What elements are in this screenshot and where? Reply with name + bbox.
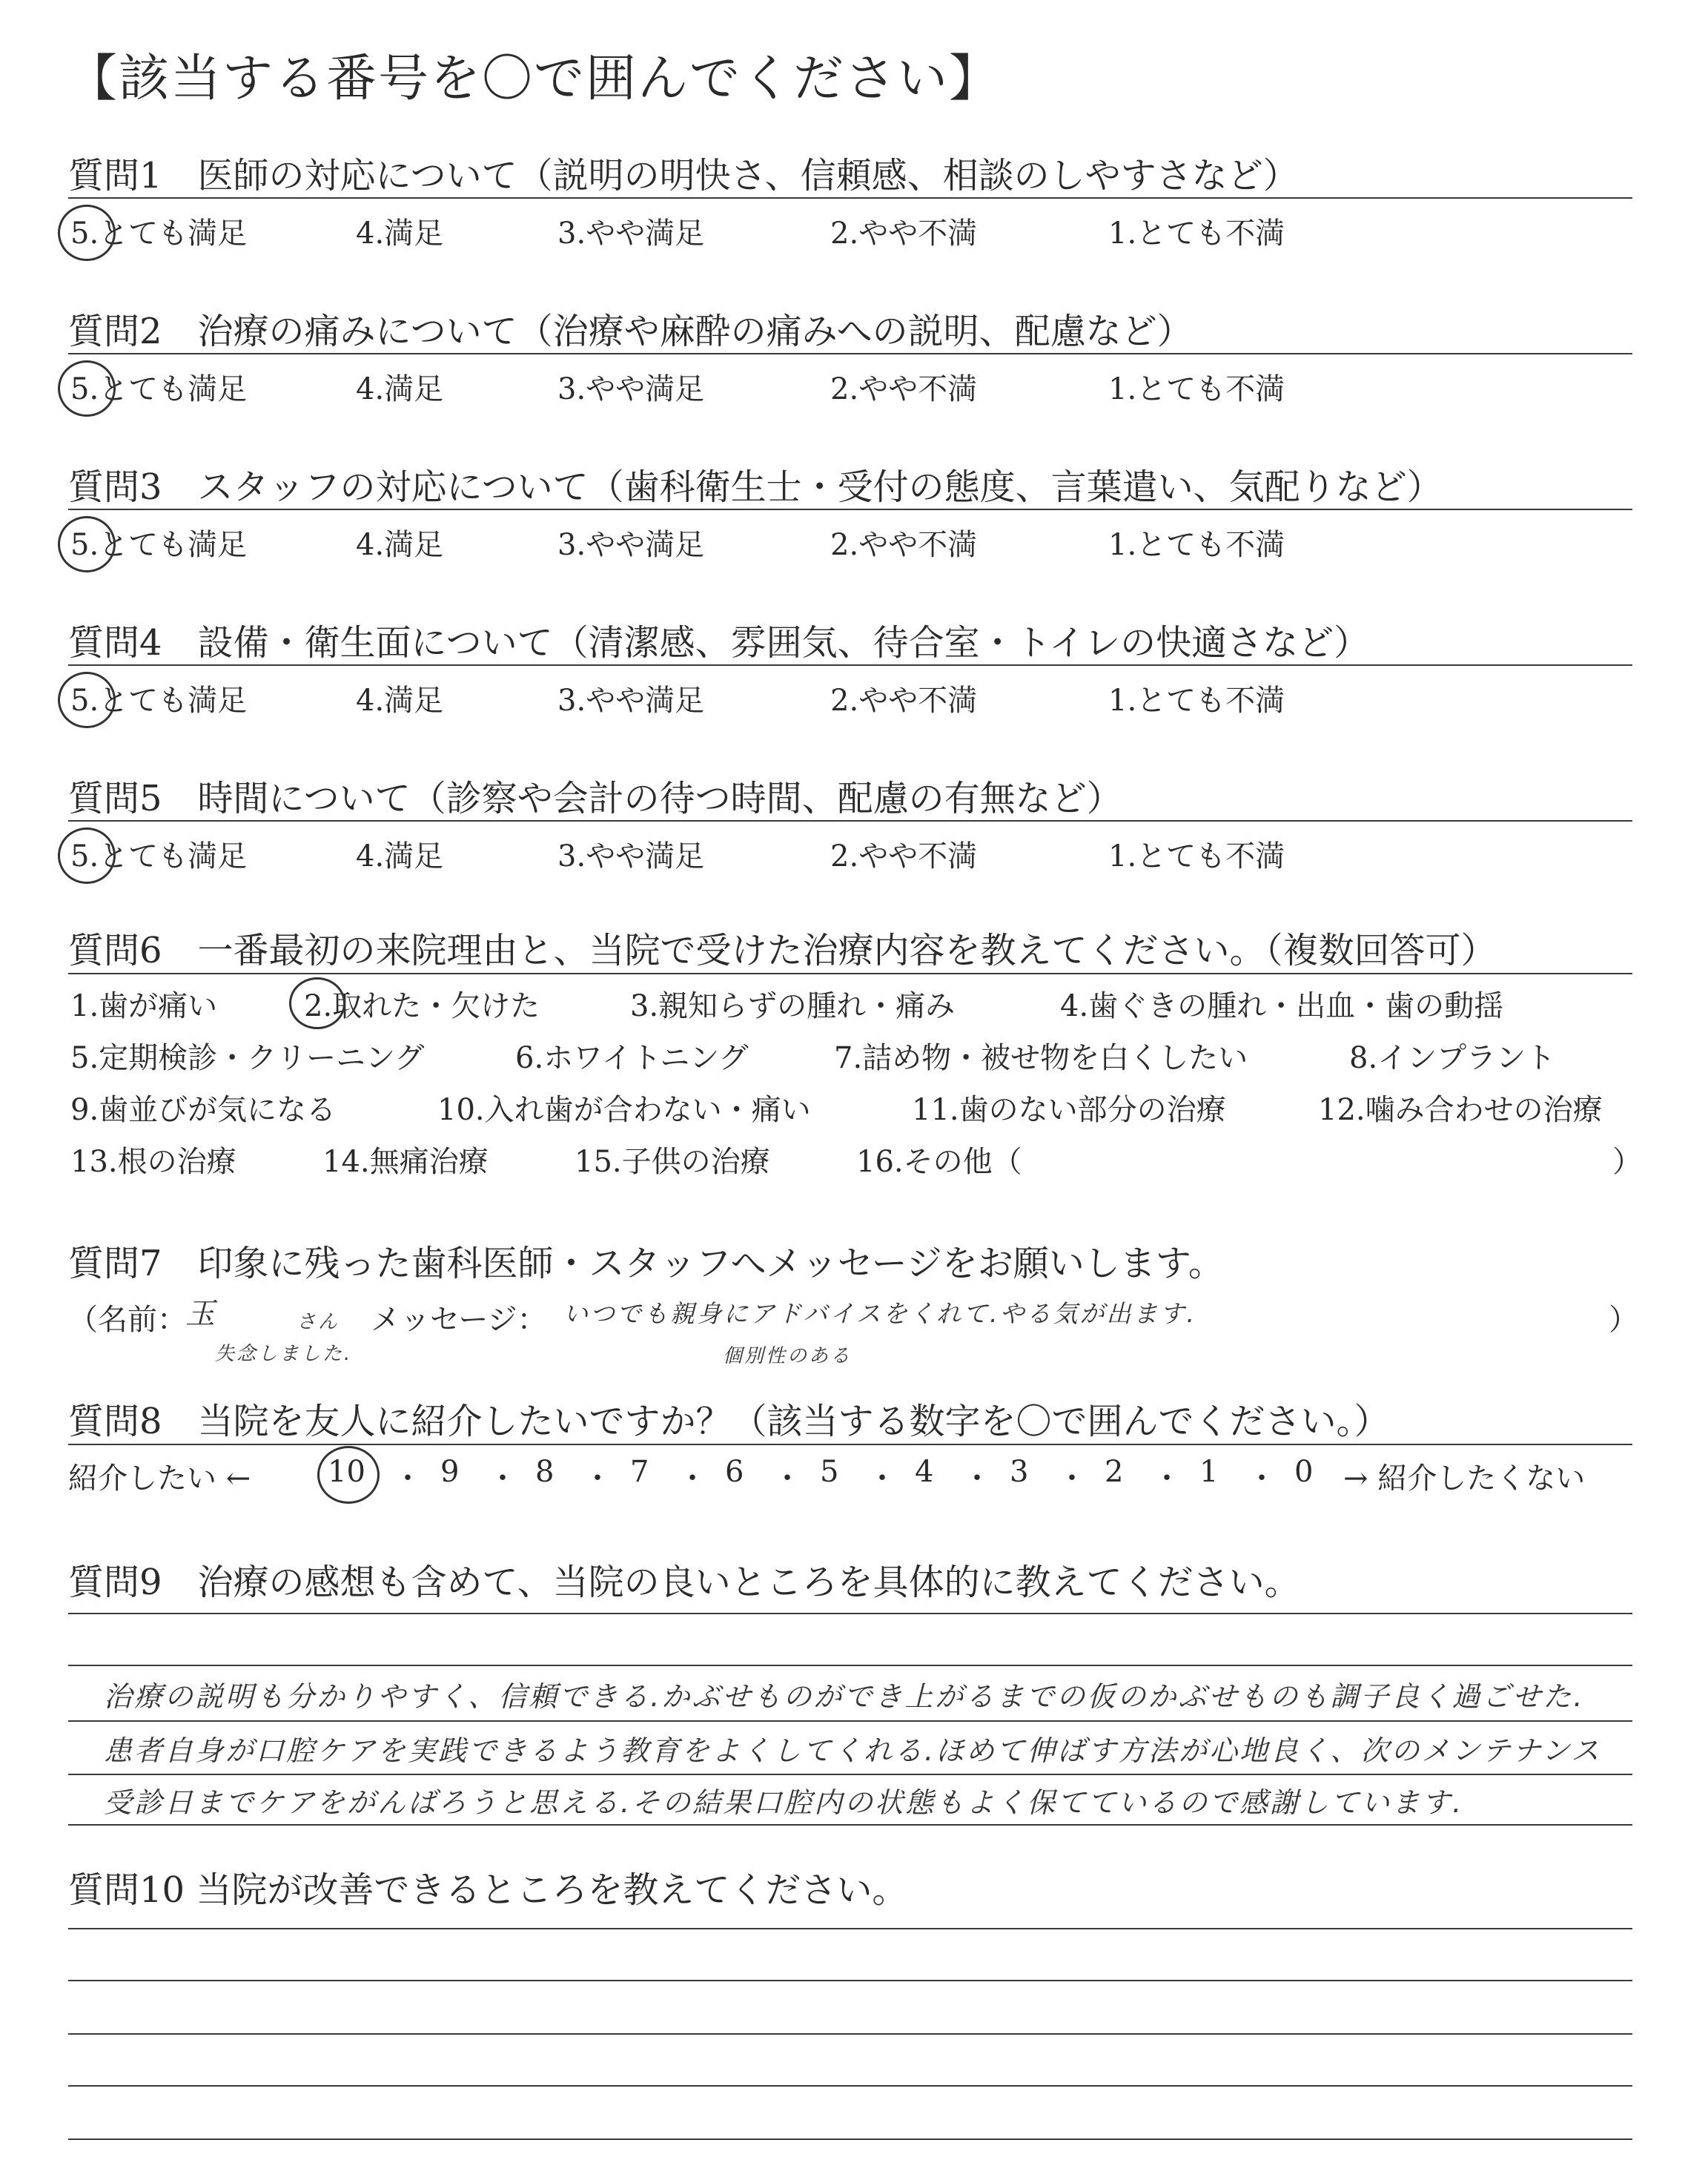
q6-option-8[interactable]: 8.インプラント [1349,1041,1556,1075]
question-3-option-5[interactable]: 5.とても満足 [70,528,248,562]
q6-selection-circle [289,977,345,1029]
q7-san: さん [297,1311,340,1333]
question-5-option-2[interactable]: 2.やや不満 [830,839,978,873]
q8-number-5[interactable]: 5 [820,1455,839,1489]
q9-rule-2 [68,1720,1632,1722]
question-3-option-4[interactable]: 4.満足 [356,528,444,562]
question-2-option-1[interactable]: 1.とても不満 [1108,372,1285,406]
q8-right-label: → 紹介したくない [1343,1462,1586,1496]
q6-option-5[interactable]: 5.定期検診・クリーニング [70,1041,425,1075]
q10-heading: 質問10 当院が改善できるところを教えてください。 [68,1869,908,1911]
q8-number-9[interactable]: 9 [440,1455,460,1489]
q6-rule [68,973,1632,974]
q10-rule-1 [68,1980,1632,1981]
question-4-option-2[interactable]: 2.やや不満 [830,684,978,718]
q8-separator: ・ [678,1462,707,1496]
question-5-option-3[interactable]: 3.やや満足 [557,839,705,873]
q7-heading: 質問7 印象に残った歯科医師・スタッフへメッセージをお願いします。 [68,1243,1224,1284]
q6-option-16[interactable]: 16.その他（ [856,1145,1022,1179]
q9-answer-line-2: 患者自身が口腔ケアを実践できるよう教育をよくしてくれる.ほめて伸ばす方法が心地良く、次のメンテナンス [104,1734,1602,1767]
q8-number-2[interactable]: 2 [1105,1455,1124,1489]
q8-selection-circle [317,1446,380,1504]
q10-rule-0 [68,1928,1632,1929]
q6-option-17[interactable]: ） [1612,1145,1642,1179]
q8-number-6[interactable]: 6 [725,1455,744,1489]
q8-number-8[interactable]: 8 [535,1455,555,1489]
q6-heading: 質問6 一番最初の来院理由と、当院で受けた治療内容を教えてください。（複数回答可） [68,930,1497,971]
q6-option-1[interactable]: 1.歯が痛い [70,989,218,1023]
q8-separator: ・ [1247,1462,1277,1496]
question-5-option-1[interactable]: 1.とても不満 [1108,839,1285,873]
q8-number-4[interactable]: 4 [915,1455,934,1489]
question-5-heading: 質問5 時間について（診察や会計の待つ時間、配慮の有無など） [68,778,1122,819]
q6-option-2[interactable]: 2.取れた・欠けた [304,989,540,1023]
q8-number-0[interactable]: 0 [1294,1455,1314,1489]
question-4-option-1[interactable]: 1.とても不満 [1108,684,1285,718]
q6-option-4[interactable]: 4.歯ぐきの腫れ・出血・歯の動揺 [1060,989,1504,1023]
question-2-option-3[interactable]: 3.やや満足 [557,372,705,406]
question-4-option-3[interactable]: 3.やや満足 [557,684,705,718]
question-4-option-4[interactable]: 4.満足 [356,684,444,718]
q8-separator: ・ [867,1462,897,1496]
q6-option-13[interactable]: 13.根の治療 [70,1145,236,1179]
q8-rule [68,1444,1632,1445]
q7-message-insert: 個別性のある [723,1345,853,1367]
q8-separator: ・ [1152,1462,1182,1496]
question-4-selection-circle [58,672,116,728]
q10-rule-4 [68,2138,1632,2140]
question-4-option-5[interactable]: 5.とても満足 [70,684,248,718]
q8-left-label: 紹介したい ← [68,1462,251,1496]
question-1-rule [68,197,1632,199]
q10-rule-3 [68,2085,1632,2087]
q6-option-6[interactable]: 6.ホワイトニング [515,1041,749,1075]
question-5-rule [68,820,1632,822]
q6-option-15[interactable]: 15.子供の治療 [575,1145,770,1179]
question-1-option-1[interactable]: 1.とても不満 [1108,217,1285,251]
q9-heading: 質問9 治療の感想も含めて、当院の良いところを具体的に教えてください。 [68,1562,1300,1603]
form-title: 【該当する番号を〇で囲んでください】 [67,50,1002,108]
question-1-heading: 質問1 医師の対応について（説明の明快さ、信頼感、相談のしやすさなど） [68,155,1299,196]
q6-option-11[interactable]: 11.歯のない部分の治療 [912,1093,1226,1127]
question-3-option-3[interactable]: 3.やや満足 [557,528,705,562]
q9-rule-1 [68,1665,1632,1666]
q6-option-7[interactable]: 7.詰め物・被せ物を白くしたい [834,1041,1248,1075]
question-1-option-3[interactable]: 3.やや満足 [557,217,705,251]
q6-option-9[interactable]: 9.歯並びが気になる [70,1093,337,1127]
q7-name-note: 失念しました. [215,1343,353,1365]
question-1-selection-circle [58,205,116,261]
question-2-option-2[interactable]: 2.やや不満 [830,372,978,406]
question-3-option-1[interactable]: 1.とても不満 [1108,528,1285,562]
q8-heading: 質問8 当院を友人に紹介したいですか？（該当する数字を〇で囲んでください。） [68,1401,1390,1442]
q8-number-7[interactable]: 7 [630,1455,649,1489]
q9-answer-line-3: 受診日までケアをがんばろうと思える.その結果口腔内の状態もよく保てているので感謝しています. [104,1786,1464,1819]
question-1-option-2[interactable]: 2.やや不満 [830,217,978,251]
q7-message-value: いつでも親身にアドバイスをくれて.やる気が出ます. [563,1299,1196,1328]
q8-separator: ・ [962,1462,992,1496]
q7-close-paren: ） [1609,1303,1638,1337]
q9-rule-0 [68,1613,1632,1614]
q6-option-12[interactable]: 12.噛み合わせの治療 [1318,1093,1603,1127]
question-1-option-4[interactable]: 4.満足 [356,217,444,251]
question-5-selection-circle [58,828,116,884]
q7-message-label: メッセージ： [371,1303,547,1337]
q9-answer-line-1: 治療の説明も分かりやすく、信頼できる.かぶせものができ上がるまでの仮のかぶせものも調子良く過ごせた. [104,1680,1585,1713]
question-3-option-2[interactable]: 2.やや不満 [830,528,978,562]
question-2-option-4[interactable]: 4.満足 [356,372,444,406]
question-2-heading: 質問2 治療の痛みについて（治療や麻酔の痛みへの説明、配慮など） [68,311,1193,352]
q8-separator: ・ [772,1462,802,1496]
q8-separator: ・ [488,1462,517,1496]
question-2-rule [68,353,1632,354]
q7-name-label: （名前： [68,1303,187,1337]
question-3-rule [68,509,1632,510]
question-4-heading: 質問4 設備・衛生面について（清潔感、雰囲気、待合室・トイレの快適さなど） [68,622,1370,664]
q6-option-10[interactable]: 10.入れ歯が合わない・痛い [437,1093,811,1127]
question-2-selection-circle [58,360,116,417]
q10-rule-2 [68,2033,1632,2035]
q8-separator: ・ [1057,1462,1087,1496]
question-1-option-5[interactable]: 5.とても満足 [70,217,248,251]
question-5-option-5[interactable]: 5.とても満足 [70,839,248,873]
question-3-selection-circle [58,516,116,572]
q8-number-1[interactable]: 1 [1199,1455,1219,1489]
question-4-rule [68,664,1632,666]
q9-rule-3 [68,1774,1632,1775]
q9-rule-4 [68,1824,1632,1826]
q8-number-10[interactable]: 10 [328,1455,365,1489]
q6-option-14[interactable]: 14.無痛治療 [322,1145,489,1179]
q7-name-value: 玉 [185,1297,217,1331]
question-5-option-4[interactable]: 4.満足 [356,839,444,873]
question-3-heading: 質問3 スタッフの対応について（歯科衛生士・受付の態度、言葉遣い、気配りなど） [68,466,1443,508]
q8-separator: ・ [393,1462,423,1496]
q8-separator: ・ [583,1462,612,1496]
q6-option-3[interactable]: 3.親知らずの腫れ・痛み [630,989,956,1023]
question-2-option-5[interactable]: 5.とても満足 [70,372,248,406]
q8-number-3[interactable]: 3 [1010,1455,1029,1489]
